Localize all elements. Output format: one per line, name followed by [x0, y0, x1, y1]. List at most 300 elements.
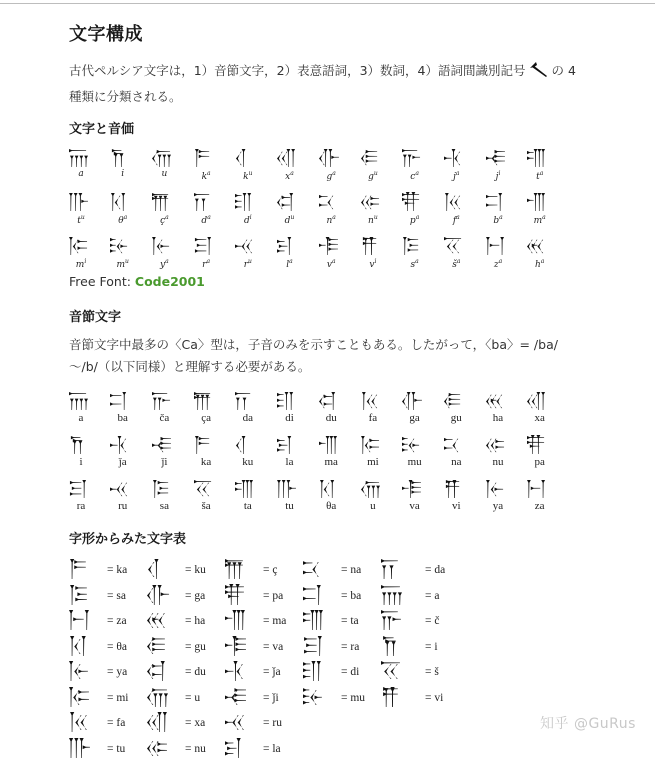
sign-label: $m^a$: [533, 213, 546, 226]
syllable-cell: [61, 479, 101, 513]
cuneiform-za-icon: [527, 479, 552, 499]
intro-text-3: 種類に分類される。: [69, 89, 182, 104]
sign-cell: [228, 236, 268, 268]
shape-entry: [381, 558, 459, 582]
shape-entry: [225, 558, 303, 582]
shape-equivalent: = ba: [341, 589, 362, 602]
syllable-label: ga: [409, 411, 420, 424]
syllable-label: gu: [450, 411, 462, 424]
syllable-label: va: [409, 499, 420, 512]
shape-equivalent: = sa: [107, 589, 126, 602]
syllable-label: sa: [159, 499, 169, 512]
cuneiform-di-icon: [235, 192, 260, 212]
shape-entry: [381, 686, 459, 710]
cuneiform-tha-icon: [69, 635, 96, 657]
syllable-label: ča: [159, 411, 170, 424]
syllable-label: u: [370, 499, 376, 512]
cuneiform-ra-icon: [303, 635, 330, 657]
sign-label: $p^a$: [409, 213, 420, 226]
cuneiform-va-icon: [319, 236, 344, 256]
section-heading-shape-table: 字形からみた文字表: [69, 532, 187, 547]
cuneiform-cca-icon: [194, 391, 219, 411]
sign-cell: [103, 148, 143, 180]
cuneiform-fa-icon: [69, 711, 96, 733]
cuneiform-fa-icon: [361, 391, 386, 411]
cuneiform-ka-icon: [194, 435, 219, 455]
cuneiform-a-icon: [69, 148, 94, 168]
syllable-label: ba: [117, 411, 128, 424]
shape-equivalent: = θa: [107, 640, 127, 653]
syllable-cell: [61, 391, 101, 425]
sign-cell: [103, 236, 143, 268]
cuneiform-na-icon: [319, 192, 344, 212]
cuneiform-ya-icon: [486, 479, 511, 499]
sign-label: $d^u$: [284, 213, 295, 226]
syllable-cell: [478, 479, 518, 513]
cuneiform-ku-icon: [147, 558, 174, 580]
cuneiform-ma-icon: [319, 435, 344, 455]
cuneiform-ra-icon: [69, 479, 94, 499]
shape-entry: [147, 737, 225, 761]
cuneiform-ta-icon: [303, 609, 330, 631]
cuneiform-u-icon: [147, 686, 174, 708]
syllable-cell: [103, 479, 143, 513]
syllable-cell: [311, 479, 351, 513]
shape-equivalent: = ç: [263, 564, 278, 576]
font-credit: [69, 274, 205, 289]
shape-entry: [147, 609, 225, 633]
syllable-cell: [186, 435, 226, 469]
syllable-cell: [228, 435, 268, 469]
cuneiform-vi-icon: [444, 479, 469, 499]
sign-cell: [311, 236, 351, 268]
shape-equivalent: = la: [263, 742, 281, 755]
cuneiform-za-icon: [486, 236, 511, 256]
cuneiform-ya-icon: [69, 660, 96, 682]
watermark: 知乎 @GuRus: [540, 716, 636, 732]
syllable-cell: [228, 479, 268, 513]
cuneiform-ru-icon: [235, 236, 260, 256]
shape-equivalent: = za: [107, 615, 127, 627]
syllable-cell: [520, 479, 560, 513]
sign-cell: [144, 236, 184, 268]
shape-equivalent: = vi: [425, 691, 444, 704]
sign-label: $z^a$: [493, 257, 503, 270]
shape-equivalent: = ga: [185, 589, 206, 602]
cuneiform-mu-icon: [402, 435, 427, 455]
shape-entry: [225, 584, 303, 608]
cuneiform-sa-icon: [402, 236, 427, 256]
syllable-cell: [103, 391, 143, 425]
sign-cell: [270, 236, 310, 268]
top-border: [0, 3, 655, 4]
syllable-label: ma: [324, 455, 338, 468]
sign-label: $v^a$: [326, 257, 336, 270]
sign-label: $c^a$: [410, 169, 419, 182]
shape-entry: [69, 737, 147, 761]
cuneiform-di-icon: [277, 391, 302, 411]
shape-equivalent: = ka: [107, 564, 128, 576]
syllable-cell: [311, 391, 351, 425]
syllable-label: mu: [407, 455, 422, 468]
cuneiform-sha-icon: [194, 479, 219, 499]
cuneiform-du-icon: [319, 391, 344, 411]
shape-entry: [69, 635, 147, 659]
cuneiform-xa-icon: [527, 391, 552, 411]
cuneiform-la-icon: [277, 435, 302, 455]
cuneiform-mi-icon: [361, 435, 386, 455]
syllable-cell: [353, 391, 393, 425]
sign-cell: [270, 148, 310, 180]
cuneiform-la-icon: [225, 737, 252, 759]
cuneiform-va-icon: [402, 479, 427, 499]
sign-label: $k^a$: [201, 169, 211, 182]
sign-label: $g^u$: [368, 169, 378, 182]
sign-cell: [270, 192, 310, 224]
cuneiform-ta-icon: [527, 148, 552, 168]
word-divider-icon: [528, 61, 550, 86]
sign-cell: [478, 148, 518, 180]
section-heading-sign-values: 文字と音価: [69, 122, 135, 137]
sign-label: $\theta^a$: [118, 213, 128, 226]
cuneiform-ha-icon: [486, 391, 511, 411]
syllable-cell: [520, 435, 560, 469]
sign-label: u: [161, 168, 168, 179]
shape-equivalent: = na: [341, 564, 362, 576]
syllable-cell: [144, 391, 184, 425]
sign-label: $x^a$: [285, 169, 294, 182]
syllable-cell: [353, 479, 393, 513]
sign-label: a: [78, 168, 84, 179]
sign-cell: [186, 236, 226, 268]
syllable-label: na: [451, 455, 462, 468]
cuneiform-gu-icon: [444, 391, 469, 411]
cuneiform-di-icon: [303, 660, 330, 682]
cuneiform-mi-icon: [69, 236, 94, 256]
cuneiform-tu-icon: [69, 192, 94, 212]
syllable-cell: [478, 435, 518, 469]
shape-equivalent: = xa: [185, 717, 206, 729]
cuneiform-tha-icon: [110, 192, 135, 212]
syllable-label: ça: [201, 411, 211, 424]
cuneiform-ca-icon: [152, 391, 177, 411]
syllable-label: ǰi: [161, 455, 168, 468]
sign-cell: [311, 192, 351, 224]
shape-equivalent: = ra: [341, 640, 360, 653]
cuneiform-va-icon: [225, 635, 252, 657]
syllable-cell: [436, 435, 476, 469]
cuneiform-na-icon: [303, 558, 330, 580]
shape-equivalent: = ǰi: [263, 691, 279, 704]
syllable-label: di: [285, 411, 294, 424]
cuneiform-cca-icon: [225, 558, 252, 580]
cuneiform-ka-icon: [194, 148, 219, 168]
syllable-cell: [395, 479, 435, 513]
sign-cell: [478, 236, 518, 268]
cuneiform-ru-icon: [225, 711, 252, 733]
cuneiform-xa-icon: [277, 148, 302, 168]
syllable-label: ya: [492, 499, 504, 512]
sign-label: $m^i$: [75, 257, 87, 270]
syllable-cell: [186, 479, 226, 513]
sign-cell: [436, 236, 476, 268]
cuneiform-mu-icon: [303, 686, 330, 708]
cuneiform-tha-icon: [319, 479, 344, 499]
sign-label: $b^a$: [493, 213, 503, 226]
shape-entry: [303, 635, 381, 659]
syllable-label: θa: [326, 499, 337, 512]
sign-cell: [520, 148, 560, 180]
sign-cell: [353, 192, 393, 224]
shape-equivalent: = š: [425, 666, 439, 678]
syllable-cell: [478, 391, 518, 425]
cuneiform-gu-icon: [361, 148, 386, 168]
cuneiform-ha-icon: [147, 609, 174, 631]
sign-cell: [436, 148, 476, 180]
cuneiform-vi-icon: [361, 236, 386, 256]
cuneiform-da-icon: [194, 192, 219, 212]
shape-entry: [147, 711, 225, 735]
shape-entry: [381, 609, 459, 633]
cuneiform-pa-icon: [527, 435, 552, 455]
syllable-label: xa: [534, 411, 545, 424]
syllable-cell: [144, 479, 184, 513]
syllable-cell: [395, 435, 435, 469]
cuneiform-ma-icon: [527, 192, 552, 212]
shape-equivalent: = ku: [185, 564, 206, 576]
shape-equivalent: = di: [341, 666, 360, 678]
cuneiform-tu-icon: [277, 479, 302, 499]
syllable-label: ku: [242, 455, 254, 468]
cuneiform-ji-icon: [225, 686, 252, 708]
cuneiform-ku-icon: [235, 435, 260, 455]
cuneiform-ru-icon: [110, 479, 135, 499]
syllable-label: i: [79, 455, 83, 468]
syllable-cell: [103, 435, 143, 469]
sign-cell: [61, 192, 101, 224]
syllable-label: da: [242, 411, 253, 424]
shape-entry: [381, 635, 459, 659]
shape-equivalent: = pa: [263, 589, 284, 602]
shape-equivalent: = va: [263, 640, 284, 653]
shape-entry: [69, 686, 147, 710]
intro-text-1: 古代ペルシア文字は，1）音節文字，2）表意語詞，3）数詞，4）語詞間識別記号: [69, 63, 526, 78]
shape-entry: [225, 737, 303, 761]
sign-label: $ç^a$: [160, 213, 169, 226]
shape-equivalent: = du: [185, 666, 206, 678]
cuneiform-ga-icon: [147, 584, 174, 606]
syllable-label: mi: [367, 455, 379, 468]
sign-label: $r^u$: [243, 257, 252, 270]
shape-entry: [147, 635, 225, 659]
cuneiform-a-icon: [381, 584, 408, 606]
cuneiform-ca-icon: [402, 148, 427, 168]
shape-entry: [225, 660, 303, 684]
syllable-label: ǰa: [118, 455, 127, 468]
cuneiform-sa-icon: [69, 584, 96, 606]
shape-equivalent: = ha: [185, 615, 206, 627]
syllable-label: ta: [243, 499, 252, 512]
shape-equivalent: = č: [425, 615, 440, 627]
cuneiform-ma-icon: [225, 609, 252, 631]
shape-equivalent: = mu: [341, 691, 366, 704]
cuneiform-mu-icon: [110, 236, 135, 256]
sign-cell: [353, 148, 393, 180]
sign-label: $j^i$: [495, 169, 501, 182]
syllable-label: za: [534, 499, 545, 512]
cuneiform-fa-icon: [444, 192, 469, 212]
cuneiform-ya-icon: [152, 236, 177, 256]
shape-entry: [147, 558, 225, 582]
sign-cell: [520, 192, 560, 224]
shape-entry: [147, 686, 225, 710]
shape-entry: [225, 711, 303, 735]
cuneiform-ja-icon: [110, 435, 135, 455]
sign-cell: [186, 148, 226, 180]
syllabary-text-1: 音節文字中最多の〈Ca〉型は，子音のみを示すこともある。したがって，〈ba〉= /ba/: [69, 337, 558, 352]
sign-label: $t^a$: [536, 169, 544, 182]
cuneiform-nu-icon: [361, 192, 386, 212]
shape-entry: [147, 584, 225, 608]
sign-label: $h^a$: [535, 257, 545, 270]
cuneiform-ba-icon: [110, 391, 135, 411]
syllable-label: la: [285, 455, 294, 468]
cuneiform-da-icon: [235, 391, 260, 411]
cuneiform-mi-icon: [69, 686, 96, 708]
cuneiform-sha-icon: [381, 660, 408, 682]
syllable-label: ha: [492, 411, 504, 424]
sign-cell: [61, 236, 101, 268]
cuneiform-za-icon: [69, 609, 96, 631]
shape-entry: [225, 609, 303, 633]
syllabary-paragraph: [69, 334, 558, 378]
sign-cell: [144, 192, 184, 224]
cuneiform-du-icon: [277, 192, 302, 212]
cuneiform-ba-icon: [486, 192, 511, 212]
cuneiform-sha-icon: [444, 236, 469, 256]
syllable-cell: [311, 435, 351, 469]
sign-cell: [311, 148, 351, 180]
cuneiform-na-icon: [444, 435, 469, 455]
sign-label: $d^i$: [243, 213, 252, 226]
cuneiform-pa-icon: [225, 584, 252, 606]
cuneiform-ga-icon: [402, 391, 427, 411]
syllable-cell: [186, 391, 226, 425]
sign-cell: [144, 148, 184, 180]
syllable-cell: [228, 391, 268, 425]
syllable-label: ša: [201, 499, 211, 512]
sign-cell: [228, 192, 268, 224]
cuneiform-ku-icon: [235, 148, 260, 168]
credit-label: Free Font:: [69, 274, 135, 289]
syllable-cell: [270, 435, 310, 469]
shape-entry: [381, 584, 459, 608]
cuneiform-ba-icon: [303, 584, 330, 606]
syllabary-text-2: ～/b/（以下同様）と理解する必要がある。: [69, 359, 311, 374]
cuneiform-nu-icon: [147, 737, 174, 759]
cuneiform-a-icon: [69, 391, 94, 411]
sign-label: $š^a$: [452, 257, 461, 270]
sign-label: $d^a$: [201, 213, 211, 226]
cuneiform-ta-icon: [235, 479, 260, 499]
sign-label: $g^a$: [326, 169, 336, 182]
shape-entry: [303, 660, 381, 684]
cuneiform-cca-icon: [152, 192, 177, 212]
sign-cell: [228, 148, 268, 180]
sign-label: $f^a$: [452, 213, 460, 226]
sign-label: i: [121, 168, 125, 179]
cuneiform-i-icon: [110, 148, 135, 168]
shape-equivalent: = ya: [107, 666, 128, 678]
shape-entry: [225, 635, 303, 659]
cuneiform-ka-icon: [69, 558, 96, 580]
sign-label: $k^u$: [243, 169, 253, 182]
syllable-label: ru: [118, 499, 128, 512]
shape-entry: [225, 686, 303, 710]
intro-paragraph: [69, 60, 576, 108]
syllable-cell: [395, 391, 435, 425]
sign-label: $s^a$: [410, 257, 419, 270]
shape-equivalent: = mi: [107, 691, 129, 704]
shape-entry: [69, 609, 147, 633]
syllable-label: ka: [200, 455, 212, 468]
syllable-label: nu: [492, 455, 504, 468]
cuneiform-ha-icon: [527, 236, 552, 256]
cuneiform-nu-icon: [486, 435, 511, 455]
shape-equivalent: = tu: [107, 742, 126, 755]
sign-label: $n^u$: [368, 213, 378, 226]
sign-cell: [436, 192, 476, 224]
shape-entry: [303, 686, 381, 710]
cuneiform-gu-icon: [147, 635, 174, 657]
code2001-link[interactable]: Code2001: [134, 274, 205, 289]
sign-label: $j^a$: [453, 169, 460, 182]
shape-entry: [147, 660, 225, 684]
cuneiform-i-icon: [69, 435, 94, 455]
cuneiform-vi-icon: [381, 686, 408, 708]
shape-entry: [381, 660, 459, 684]
intro-text-2: の 4: [551, 63, 576, 78]
cuneiform-sa-icon: [152, 479, 177, 499]
cuneiform-i-icon: [381, 635, 408, 657]
syllable-cell: [144, 435, 184, 469]
syllable-cell: [436, 391, 476, 425]
sign-label: $l^a$: [286, 257, 293, 270]
cuneiform-u-icon: [152, 148, 177, 168]
shape-entry: [69, 558, 147, 582]
sign-cell: [186, 192, 226, 224]
shape-entry: [303, 584, 381, 608]
syllable-label: ra: [76, 499, 86, 512]
sign-label: $t^u$: [77, 213, 85, 226]
sign-cell: [395, 236, 435, 268]
cuneiform-ca-icon: [381, 609, 408, 631]
syllable-cell: [353, 435, 393, 469]
shape-entry: [303, 558, 381, 582]
sign-cell: [353, 236, 393, 268]
cuneiform-ga-icon: [319, 148, 344, 168]
shape-equivalent: = da: [425, 564, 446, 576]
cuneiform-ra-icon: [194, 236, 219, 256]
syllable-cell: [61, 435, 101, 469]
cuneiform-xa-icon: [147, 711, 174, 733]
syllable-label: tu: [285, 499, 294, 512]
syllable-cell: [436, 479, 476, 513]
shape-equivalent: = gu: [185, 640, 206, 653]
sign-cell: [103, 192, 143, 224]
syllable-label: vi: [452, 499, 461, 512]
shape-equivalent: = i: [425, 640, 438, 653]
